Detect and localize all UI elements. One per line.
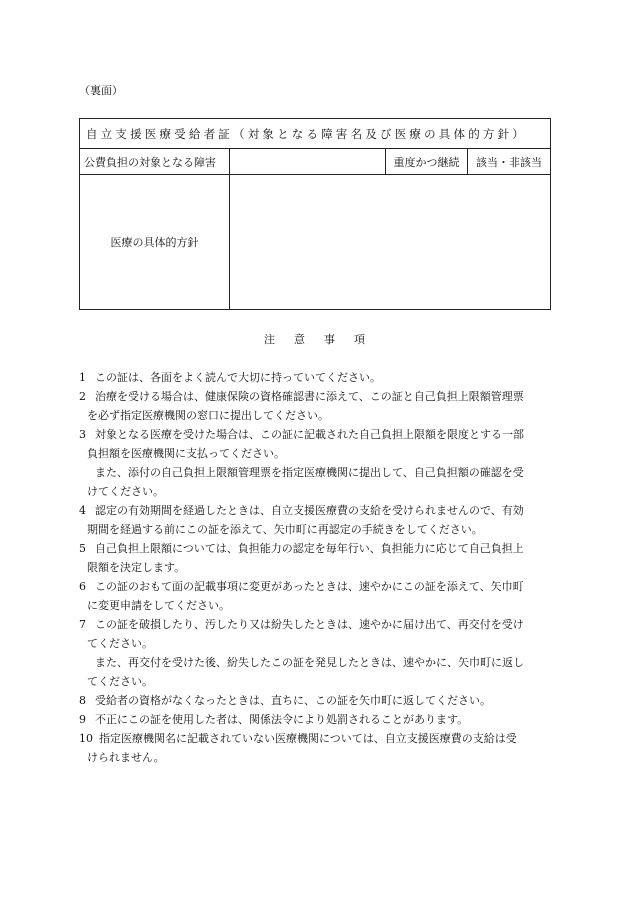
note-text: この証は、各面をよく読んで大切に持っていてください。: [95, 371, 381, 384]
note-first-line: [79, 539, 551, 558]
note-first-line: [79, 368, 551, 387]
note-number: 9: [79, 713, 86, 726]
disability-value-field[interactable]: [230, 149, 386, 174]
note-first-line: [79, 387, 551, 406]
note-item: [79, 710, 551, 729]
note-first-line: [79, 729, 551, 748]
note-text: てください。: [87, 675, 153, 688]
note-text: 対象となる医療を受けた場合は、この証に記載された自己負担上限額を限度とする一部: [95, 428, 524, 441]
note-text: けてください。: [87, 485, 164, 498]
notes-list: [79, 368, 551, 767]
severity-label: 重度かつ継続: [386, 149, 468, 174]
note-number: 1: [79, 371, 86, 384]
note-number: 5: [79, 542, 86, 555]
note-text: また、再交付を受けた後、紛失したこの証を発見したときは、速やかに、矢巾町に返し: [95, 656, 524, 669]
policy-label: 医療の具体的方針: [80, 175, 230, 309]
note-text: てください。: [87, 637, 153, 650]
table-title: 自立支援医療受給者証（対象となる障害名及び医療の具体的方針）: [80, 119, 550, 149]
policy-value-field[interactable]: [230, 175, 550, 309]
certificate-table: [79, 118, 551, 310]
note-text: 負担額を医療機関に支払ってください。: [87, 447, 285, 460]
notes-heading-char: 注: [264, 333, 276, 346]
note-text: 不正にこの証を使用した者は、関係法令により処罰されることがあります。: [95, 713, 469, 726]
notes-heading-char: 事: [324, 333, 336, 346]
note-item: [79, 501, 551, 539]
note-number: 10: [79, 732, 93, 745]
applicable-options[interactable]: 該当・非該当: [476, 155, 542, 169]
note-text: この証のおもて面の記載事項に変更があったときは、速やかにこの証を添えて、矢巾町: [95, 580, 524, 593]
note-number: 4: [79, 504, 86, 517]
note-number: 7: [79, 618, 86, 631]
note-item: [79, 691, 551, 710]
disability-row: [80, 149, 550, 175]
note-item: [79, 615, 551, 691]
page-label: （裏面）: [79, 84, 123, 97]
note-first-line: [79, 501, 551, 520]
note-number: 2: [79, 390, 86, 403]
note-text: 期間を経過する前にこの証を添えて、矢巾町に再認定の手続きをしてください。: [87, 523, 483, 536]
note-text: また、添付の自己負担上限額管理票を指定医療機関に提出して、自己負担額の確認を受: [95, 466, 524, 479]
note-first-line: [79, 425, 551, 444]
note-text: けられません。: [87, 751, 165, 764]
policy-row: [80, 175, 550, 309]
note-number: 6: [79, 580, 86, 593]
note-first-line: [79, 691, 551, 710]
note-number: 8: [79, 694, 86, 707]
notes-heading: [0, 331, 630, 347]
note-text: 治療を受ける場合は、健康保険の資格確認書に添えて、この証と自己負担上限額管理票: [95, 390, 524, 403]
note-text: 限額を決定します。: [87, 561, 186, 574]
note-item: [79, 425, 551, 501]
note-first-line: [79, 710, 551, 729]
note-item: [79, 387, 551, 425]
note-first-line: [79, 577, 551, 596]
note-item: [79, 577, 551, 615]
note-text: を必ず指定医療機関の窓口に提出してください。: [87, 409, 329, 422]
note-text: この証を破損したり、汚したり又は紛失したときは、速やかに届け出て、再交付を受け: [95, 618, 524, 631]
note-number: 3: [79, 428, 86, 441]
notes-heading-char: 項: [354, 333, 366, 346]
note-text: に変更申請をしてください。: [87, 599, 230, 612]
note-item: [79, 539, 551, 577]
notes-heading-char: 意: [294, 333, 306, 346]
note-text: 指定医療機関名に記載されていない医療機関については、自立支援医療費の支給は受: [99, 732, 517, 745]
note-item: [79, 729, 551, 767]
note-first-line: [79, 615, 551, 634]
note-text: 認定の有効期間を経過したときは、自立支援医療費の支給を受けられませんので、有効: [95, 504, 524, 517]
disability-label: 公費負担の対象となる障害: [80, 149, 230, 174]
note-text: 受給者の資格がなくなったときは、直ちに、この証を矢巾町に返してください。: [95, 694, 491, 707]
note-item: [79, 368, 551, 387]
note-text: 自己負担上限額については、負担能力の認定を毎年行い、負担能力に応じて自己負担上: [95, 542, 524, 555]
